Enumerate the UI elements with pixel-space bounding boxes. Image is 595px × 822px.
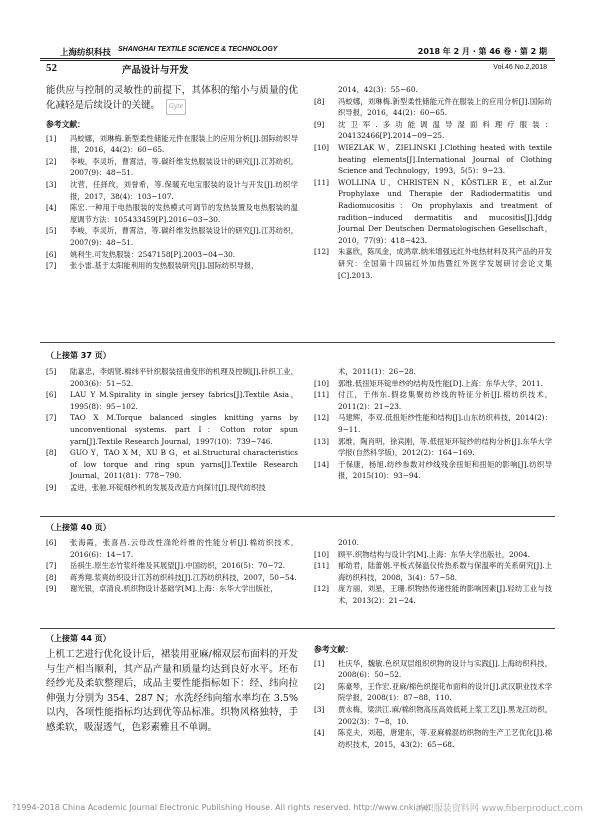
reference-text: 沈营，任择玫，刘誉希，等.保暖充电宝服装的设计与开发[J].纺织学报，2017，38(4)：103−107.	[70, 179, 298, 201]
reference-text: 沈卫军.多功能调温导湿面料理疗服装：204132466[P].2014−09−25.	[338, 119, 552, 141]
reference-number: [9]	[46, 482, 57, 492]
reference-number: [2]	[46, 156, 57, 166]
reference-list	[46, 133, 298, 272]
reference-item	[314, 84, 552, 96]
reference-item	[46, 260, 298, 272]
reference-text: 陈豪琴，王作宏.亚麻/棉色织提花布面料的设计[J].武汉职业技术学院学报，2008(1)：87−88，110.	[338, 681, 552, 703]
journal-name-en: SHANGHAI TEXTILE SCIENCE & TECHNOLOGY	[118, 46, 278, 53]
reference-list	[314, 658, 552, 751]
section-divider	[40, 342, 555, 343]
reference-number: [14]	[314, 459, 329, 469]
reference-item	[46, 583, 298, 595]
reference-number: [7]	[46, 561, 57, 571]
reference-text: 冯蛟娜，刘琳梅.新型柔性储能元件在服装上的应用分析[J].国际纺织导报，2016，44(2)：60−65.	[338, 96, 552, 118]
reference-item	[314, 549, 552, 561]
reference-number: [3]	[314, 704, 325, 714]
continued-heading: （上接第 40 页）	[46, 523, 111, 532]
reference-item	[46, 249, 298, 261]
reference-text: 2010.	[338, 538, 359, 547]
reference-item	[46, 366, 298, 389]
reference-number: [12]	[314, 247, 329, 257]
reference-text: 陈宏.一种用于电热服装的发热模式可调节的发热装置及电热服装的温度调节方法：105433459[P].2016−03−30.	[70, 203, 298, 224]
reference-text: 杜庆华，魏敏.色织双层组织织物的设计与实践[J].上海纺织科技，2008(6)：50−52.	[338, 658, 552, 680]
section-title: 产品设计与开发	[122, 65, 189, 76]
reference-item	[46, 447, 298, 482]
block4-left-column	[46, 648, 298, 735]
reference-list	[46, 366, 298, 494]
block4-body: 上机工艺进行优化设计后，裙装用亚麻/棉双层布面料的开发与生产相当顺利，其产品产量和质量均达到良好水平。坯布经纱光及柔软整理后，成品主要性能指标如下：经、纬向拉伸强力分别为 354、287 N；水洗经纬向缩水率均在 3.5%以内，各项性能指标均达到优等品标准。织物风格独特，手感柔软，吸湿透气，色彩素雅且不单调。	[46, 649, 298, 733]
block4-right-column	[314, 640, 552, 750]
reference-text: LAU Y M.Spirality in single jersey fabrics[J].Textile Asia，1995(8)：95−102.	[70, 390, 298, 411]
continued-heading: （上接第 37 页）	[46, 351, 111, 360]
reference-number: [9]	[46, 584, 57, 594]
block1-right-column	[314, 84, 552, 281]
reference-item	[314, 142, 552, 177]
references-title: 参考文献：	[314, 645, 353, 654]
reference-item	[314, 366, 552, 378]
reference-item	[314, 560, 552, 583]
reference-item	[314, 246, 552, 281]
page-number: 52	[46, 62, 57, 74]
block3-right-column	[314, 537, 552, 607]
reference-item	[314, 436, 552, 459]
reference-text: WIEZLAK W，ZIELINSKI J.Clothing heated with textile heating elements[J].International Journal of Clothing Science and Technology，1993，5(5)：9−23.	[338, 142, 552, 176]
reference-item	[314, 727, 552, 750]
header-rule	[40, 58, 555, 59]
reference-text: 郁幼君，陆蕾娟.平板式保温仪传热系数与保温率的关系研究[J].上海纺织科技，2008，3(4)：57−58.	[338, 561, 552, 582]
references-title: 参考文献：	[46, 120, 85, 129]
reference-text: 岳祺生.原生态竹浆纤维及其展望[J].中国纺织，2016(5)：70−72.	[70, 561, 286, 571]
reference-item	[314, 704, 552, 727]
reference-item	[314, 412, 552, 435]
reference-item	[314, 119, 552, 142]
reference-text: 付江，于伟东.假捻集聚纺纱线的特征分析[J].棉纺织技术，2011(2)：21−23.	[338, 390, 552, 411]
reference-text: 蒋秀翔.浆爽纺织设计江苏纺织科技[J].江苏纺织科技，2007，50−54.	[70, 572, 297, 582]
reference-number: [6]	[46, 390, 57, 400]
reference-item	[46, 412, 298, 447]
reference-list	[314, 537, 552, 607]
reference-number: [12]	[314, 584, 329, 594]
header-rule-thin	[40, 60, 555, 61]
reference-item	[46, 133, 298, 156]
reference-text: 朱嘉欣，陈凤金，成鸿章.纳米增强远红外电热材料及其产品的开发研究：全国第十四届红外加热暨红外医学发展研讨会论文集[C].2013.	[338, 247, 552, 280]
reference-text: 孟进，张驰.环锭细纱机的发展及改造方向探讨[J].现代纺织技	[70, 482, 266, 492]
reference-number: [10]	[314, 142, 329, 152]
reference-item	[46, 202, 298, 225]
reference-number: [7]	[46, 261, 57, 271]
reference-text: 陆嘉忠，李炳贤.棉纬平针织服装扭曲变形的机理及控制[J].针织工业，2003(6)：51−52.	[70, 367, 298, 388]
reference-item	[46, 179, 298, 202]
reference-text: 马建辉，李双.低扭矩纱性能和结构[J].山东纺织科技，2014(2)：9−11.	[338, 413, 552, 434]
reference-text: 冯蛟娜，刘琳梅.新型柔性储能元件在服装上的应用分析[J].国际纺织导报，2016，44(2)：60−65.	[70, 133, 298, 155]
reference-number: [11]	[314, 561, 329, 571]
reference-number: [5]	[46, 226, 57, 236]
reference-number: [6]	[46, 538, 57, 547]
reference-number: [4]	[46, 203, 57, 213]
reference-text: 顾平.织物结构与设计学[M].上海：东华大学出版社，2004.	[338, 549, 530, 559]
reference-number: [10]	[314, 549, 329, 559]
reference-number: [8]	[46, 448, 57, 458]
reference-item	[314, 389, 552, 412]
reference-number: [11]	[314, 177, 329, 187]
reference-item	[314, 681, 552, 704]
reference-item	[46, 560, 298, 572]
reference-item	[314, 378, 552, 390]
reference-text: GUO Y，TAO X M，XU B G，et al.Structural characteristics of low torque and ring spun yarns[J].Textile Research Journal，2011(81)：778−790.	[70, 448, 298, 481]
reference-text: 于保康，杨旭.纺纱参数对纱线残余扭矩和扭矩的影响[J].纺织导报，2015(10)：93−94.	[338, 459, 552, 481]
section-divider	[40, 628, 555, 629]
reference-number: [11]	[314, 390, 329, 400]
reference-item	[314, 177, 552, 247]
reference-text: TAO X M.Torque balanced singles knitting yarns by unconventional systems. part Ⅰ：Cotton rotor spun yarn[J].Textile Research Journal，1997(10)：739−746.	[70, 413, 298, 446]
reference-text: 张海霞，张喜昌.云母改性涤纶纤维的性能分析[J].棉纺织技术，2016(6)：14−17.	[70, 538, 298, 559]
reference-text: 陈克夫，刘超，唐建东，等.亚麻棉混纺织物的生产工艺优化[J].棉纺织技术，2015，43(2)：65−68.	[338, 728, 552, 749]
reference-number: [6]	[46, 249, 57, 259]
reference-number: [12]	[314, 413, 329, 423]
reference-list	[314, 366, 552, 482]
block2-left-column	[46, 366, 298, 494]
reference-item	[314, 459, 552, 482]
continued-heading: （上接第 44 页）	[46, 634, 111, 643]
block1-intro: 能供应与控制的灵敏性的前提下，其体积的缩小与质量的优化减轻是后续设计的关键。 Gyte	[46, 84, 298, 115]
block2-right-column	[314, 366, 552, 482]
reference-item	[46, 389, 298, 412]
reference-item	[314, 583, 552, 606]
reference-list	[46, 537, 298, 595]
reference-item	[46, 482, 298, 494]
reference-text: 郭维.低扭矩环锭单纱的结构及性能[D].上海：东华大学，2011.	[338, 378, 543, 388]
logo-mark: Gyte	[166, 99, 186, 116]
reference-number: [8]	[314, 96, 325, 106]
section-divider	[40, 516, 555, 517]
reference-number: [13]	[314, 436, 329, 446]
reference-text: 姚利生.可发热服装：2547158[P].2003−04−30.	[70, 249, 236, 259]
issue-info: 2018 年 2 月 · 第 46 卷 · 第 2 期	[417, 47, 547, 56]
reference-number: [7]	[46, 413, 57, 423]
reference-item	[314, 96, 552, 119]
reference-number: [9]	[314, 119, 325, 129]
reference-number: [5]	[46, 367, 57, 376]
reference-item	[46, 156, 298, 179]
copyright-notice: ?1994-2018 China Academic Journal Electronic Publishing House. All rights reserved. http://www.cnki.net	[12, 803, 432, 812]
block1-left-column	[46, 84, 298, 272]
reference-number: [3]	[46, 179, 57, 189]
reference-text: 贾永梅，梁洪江.麻/棉织物高压高效低耗上浆工艺[J].黑龙江纺织，2002(3)：7−8，10.	[338, 704, 552, 726]
reference-item	[314, 537, 552, 549]
reference-item	[46, 225, 298, 248]
reference-text: WOLLINA U，CHRISTEN N，KÖSTLER E，et al.Zur Prophylaxe und Therapie der Radiodermatitis und Radiomucositis：On prophylaxis and treatment of radition−induced dermatitis and mucositis[J].Jddg Journal Der Deutschen Dermatologischen Gesellschaft，2010，77(9)：418−423.	[338, 177, 552, 245]
reference-text: 李峻，李灵圻，曹霄洁，等.碳纤维发热服装设计的研究[J].江苏纺织，2007(9)：48−51.	[70, 156, 298, 178]
reference-number: [10]	[314, 378, 329, 388]
reference-number: [1]	[46, 133, 57, 143]
reference-text: 庞方丽，刘星，王珊.织物热传递性能的影响因素[J].轻纺工业与技术，2013(2)：21−24.	[338, 584, 552, 605]
reference-text: 李峻，李灵圻，曹霄洁，等.碳纤维发热服装设计的研究[J].江苏纺织，2007(9)：48−51.	[70, 226, 298, 247]
reference-text: 谢光银，卓清良.机织物设计基础学[M].上海：东华大学出版社，	[70, 584, 278, 594]
journal-name-cn: 上海纺织科技	[60, 48, 112, 58]
reference-text: 2014，42(3)：55−60.	[338, 85, 418, 94]
reference-item	[314, 658, 552, 681]
reference-text: 张小雷.基于太阳能利用的发热服装研究[J].国际纺织导报，	[70, 261, 259, 271]
reference-number: [4]	[314, 728, 325, 738]
reference-number: [1]	[314, 658, 325, 668]
reference-item	[46, 537, 298, 560]
running-header	[40, 44, 555, 76]
watermark: 纺织服装资料网 www.fiberproduct.com	[415, 804, 583, 814]
reference-number: [8]	[46, 572, 57, 582]
reference-text: 术，2011(1)：26−28.	[338, 367, 416, 376]
reference-list	[314, 84, 552, 281]
reference-item	[46, 572, 298, 584]
volume-info: Vol.46 No.2,2018	[493, 64, 547, 71]
block3-left-column	[46, 537, 298, 595]
reference-text: 郭维，陶肖明，徐宾刚，等.低扭矩环锭纱的结构分析[J].东华大学学报(自然科学版)，2012(2)：164−169.	[338, 436, 552, 458]
reference-number: [2]	[314, 681, 325, 691]
